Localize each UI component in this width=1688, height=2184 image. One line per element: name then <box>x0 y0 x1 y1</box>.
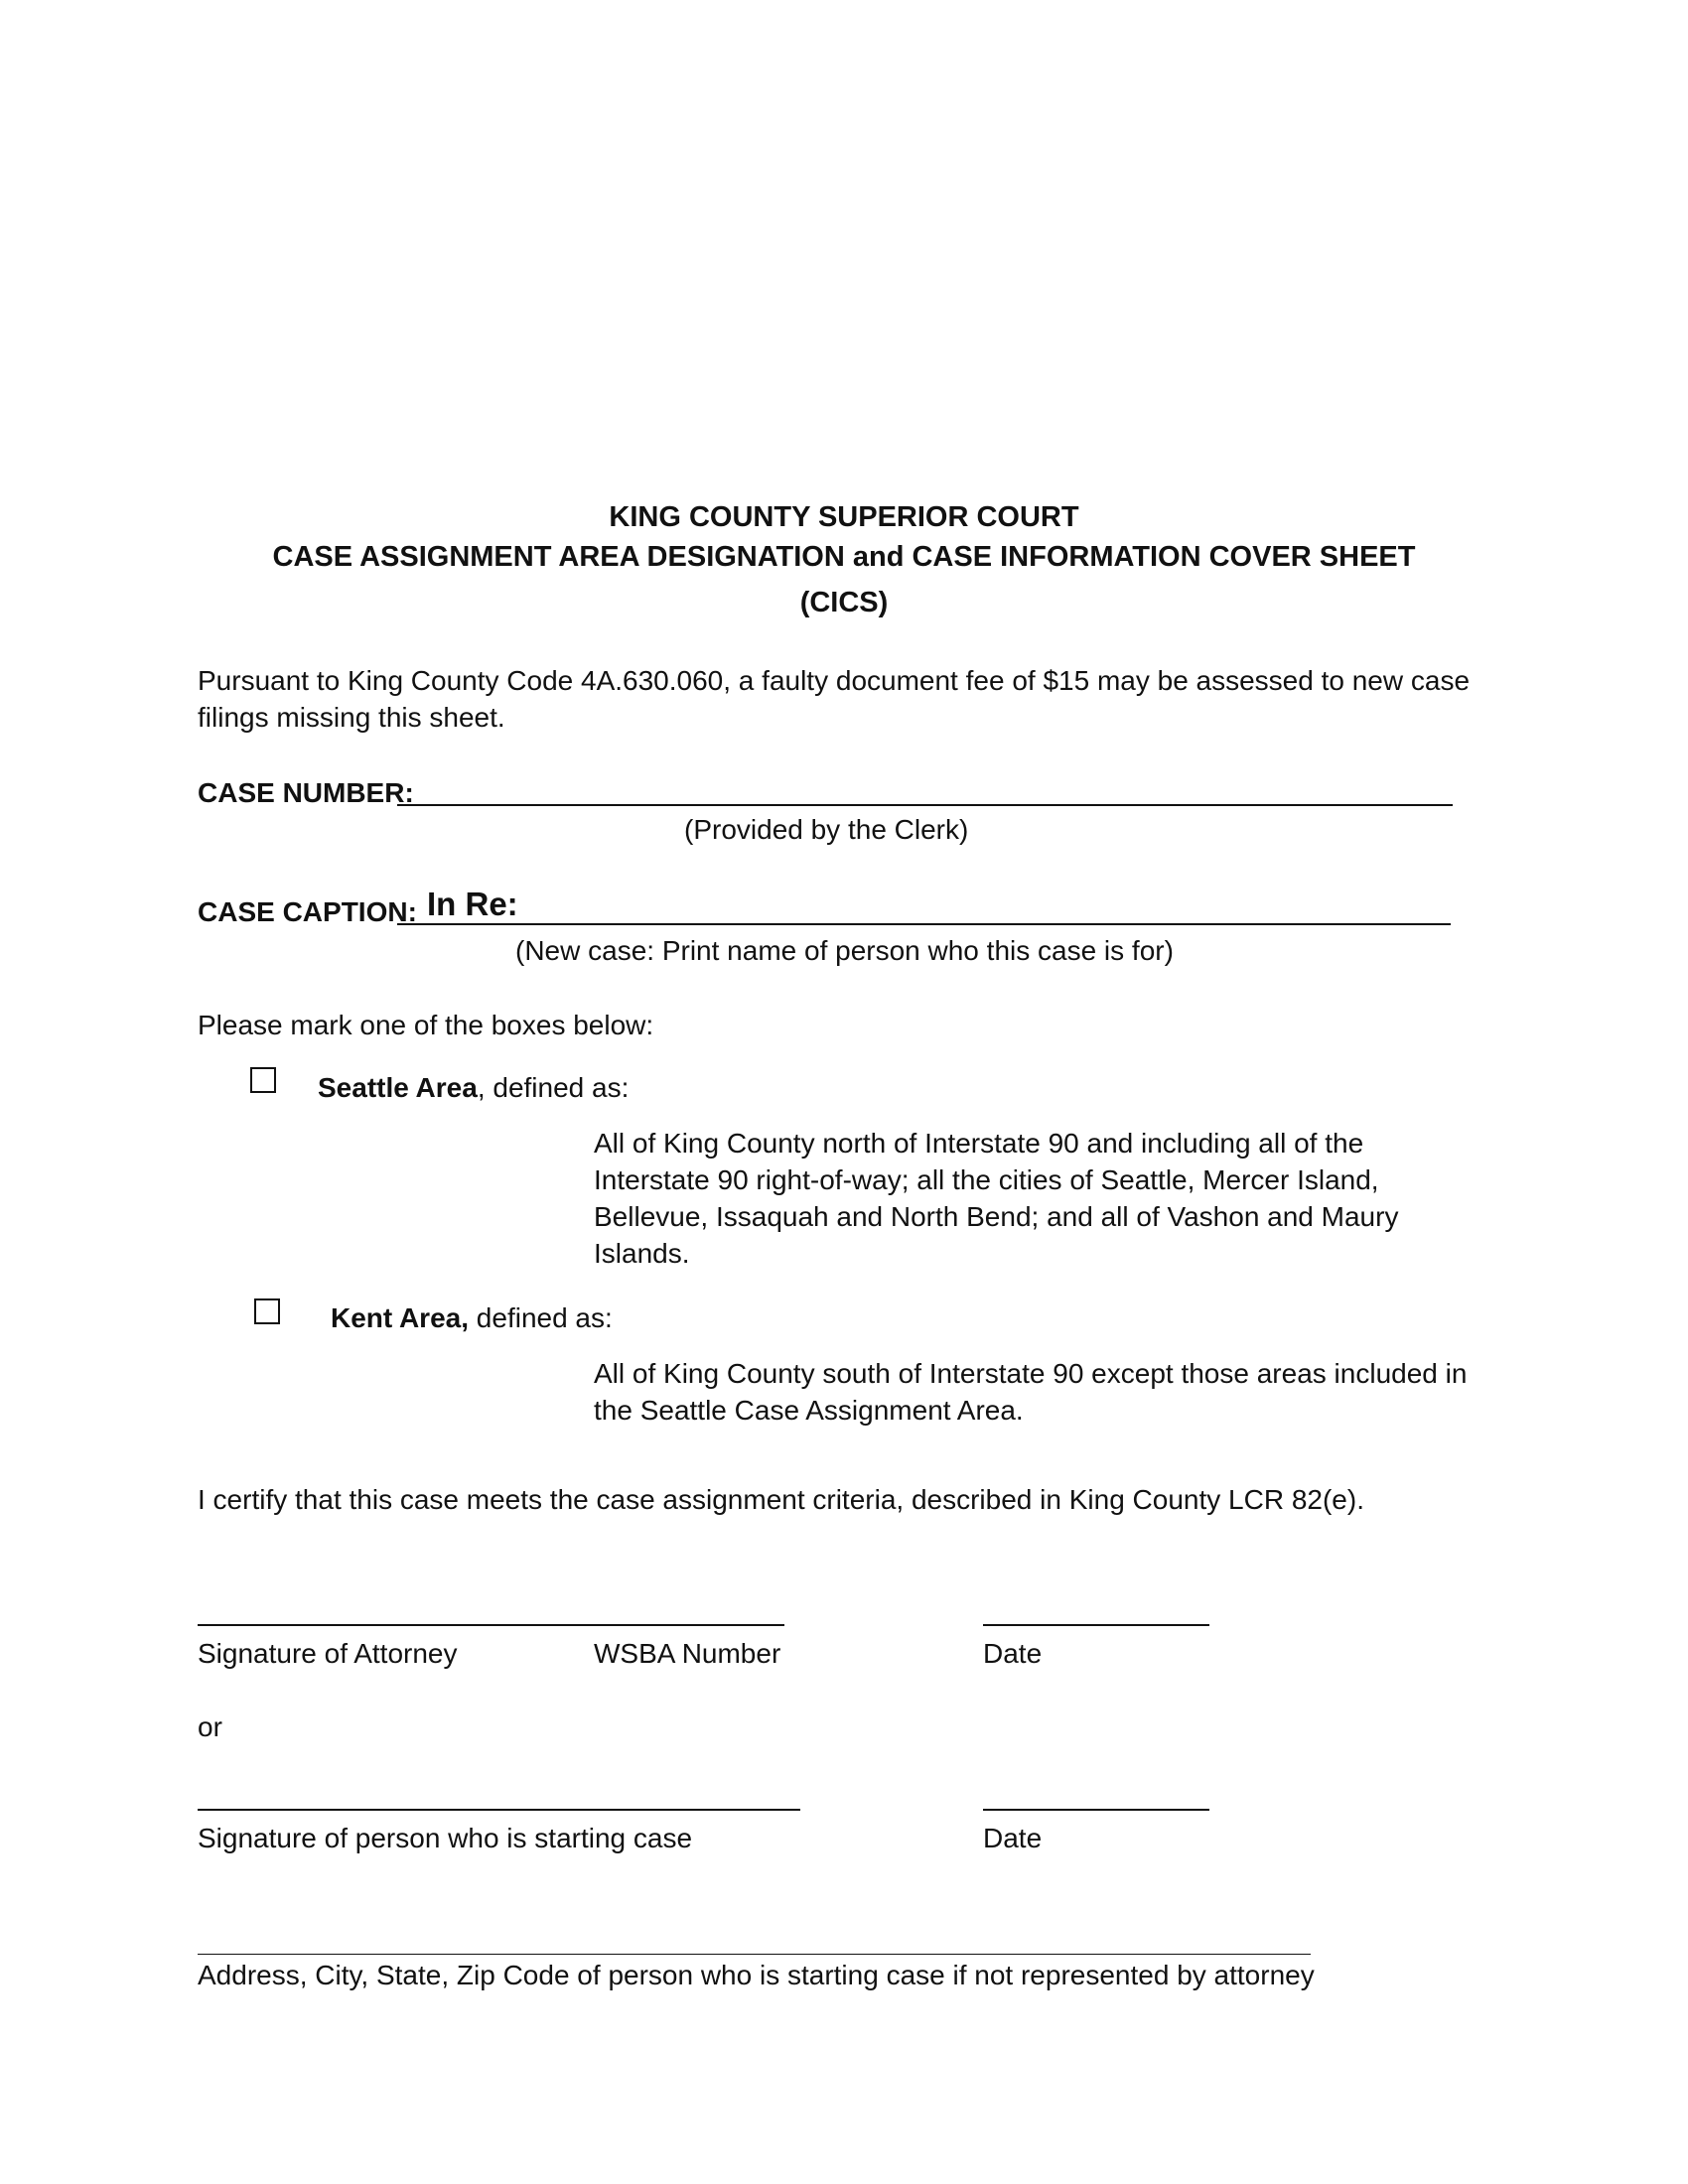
person-date-line[interactable] <box>983 1809 1209 1811</box>
case-number-label: CASE NUMBER: <box>198 777 414 808</box>
fee-notice-line-2: filings missing this sheet. <box>198 702 505 733</box>
seattle-area-checkbox[interactable] <box>250 1067 276 1093</box>
address-label: Address, City, State, Zip Code of person who is starting case if not represented by attorney <box>198 1960 1315 1990</box>
seattle-area-description-4: Islands. <box>594 1238 690 1269</box>
attorney-date-label: Date <box>983 1638 1043 1669</box>
attorney-signature-label: Signature of Attorney <box>198 1638 458 1669</box>
seattle-area-description-1: All of King County north of Interstate 90 and including all of the <box>594 1128 1364 1159</box>
attorney-date-line[interactable] <box>983 1624 1209 1626</box>
court-name-heading: KING COUNTY SUPERIOR COURT <box>609 501 1079 533</box>
seattle-area-suffix: , defined as: <box>477 1072 630 1103</box>
certification-statement: I certify that this case meets the case assignment criteria, described in King County LCR 82(e). <box>198 1484 1364 1515</box>
case-number-field[interactable] <box>397 804 1453 806</box>
case-caption-label: CASE CAPTION: <box>198 896 417 927</box>
seattle-area-label <box>318 1070 629 1106</box>
address-line[interactable] <box>198 1954 1311 1955</box>
kent-area-label <box>331 1300 613 1336</box>
form-title-heading: CASE ASSIGNMENT AREA DESIGNATION and CASE INFORMATION COVER SHEET <box>272 541 1416 573</box>
seattle-area-description-2: Interstate 90 right-of-way; all the cities of Seattle, Mercer Island, <box>594 1164 1379 1195</box>
person-signature-line[interactable] <box>198 1809 800 1811</box>
kent-area-description-2: the Seattle Case Assignment Area. <box>594 1395 1024 1426</box>
case-caption-value: In Re: <box>427 886 518 922</box>
or-separator: or <box>198 1711 222 1742</box>
case-caption-field[interactable] <box>397 886 1451 925</box>
wsba-number-label: WSBA Number <box>594 1638 781 1669</box>
seattle-area-description-3: Bellevue, Issaquah and North Bend; and all of Vashon and Maury <box>594 1201 1399 1232</box>
case-number-hint: (Provided by the Clerk) <box>684 814 969 845</box>
person-signature-label: Signature of person who is starting case <box>198 1823 693 1853</box>
kent-area-name: Kent Area, <box>331 1302 470 1333</box>
fee-notice-line-1: Pursuant to King County Code 4A.630.060, a faulty document fee of $15 may be assessed to new case <box>198 665 1471 696</box>
kent-area-suffix: defined as: <box>469 1302 613 1333</box>
seattle-area-name: Seattle Area <box>318 1072 478 1103</box>
case-caption-hint: (New case: Print name of person who this case is for) <box>515 935 1174 966</box>
mark-box-instruction: Please mark one of the boxes below: <box>198 1010 654 1040</box>
kent-area-checkbox[interactable] <box>254 1298 280 1324</box>
form-abbreviation-heading: (CICS) <box>799 587 889 618</box>
person-date-label: Date <box>983 1823 1043 1853</box>
kent-area-description-1: All of King County south of Interstate 90 except those areas included in <box>594 1358 1468 1389</box>
attorney-signature-line[interactable] <box>198 1624 784 1626</box>
